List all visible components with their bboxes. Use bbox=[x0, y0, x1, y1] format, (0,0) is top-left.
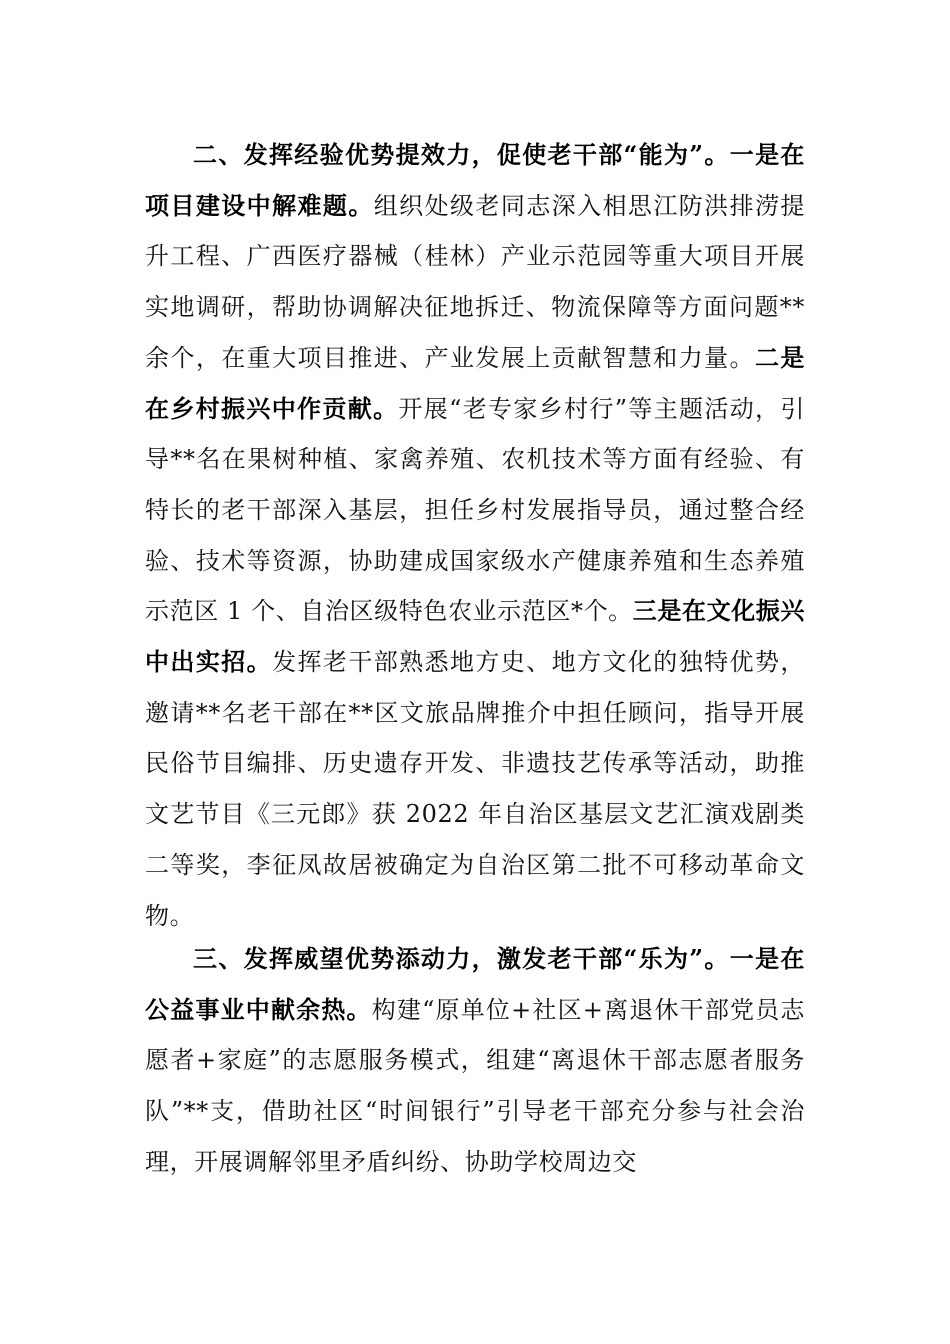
subheading-cultural-revitalization: 三是在文化振兴中出实招。 bbox=[145, 596, 805, 677]
body-text: 构建“原单位+社区+离退休干部党员志愿者+家庭”的志愿服务模式，组建“离退休干部志愿者服务队”**支，借助社区“时间银行”引导老干部充分参与社会治理，开展调解邻里矛盾纠纷、协助学校周边交 bbox=[145, 995, 805, 1176]
paragraph-section-two bbox=[145, 130, 805, 941]
paragraph-section-three bbox=[145, 934, 805, 1188]
subheading-rural-revitalization: 二是在乡村振兴中作贡献。 bbox=[145, 342, 806, 423]
body-text: 组织处级老同志深入相思江防洪排涝提升工程、广西医疗器械（桂林）产业示范园等重大项目开展实地调研，帮助协调解决征地拆迁、物流保障等方面问题**余个，在重大项目推进、产业发展上贡献智慧和力量。 bbox=[145, 191, 805, 372]
body-text: 开展“老专家乡村行”等主题活动，引导**名在果树种植、家禽养殖、农机技术等方面有经验、有特长的老干部深入基层，担任乡村发展指导员，通过整合经验、技术等资源，协助建成国家级水产健康养殖和生态养殖示范区 1 个、自治区级特色农业示范区*个。 bbox=[145, 394, 805, 626]
heading-section-three: 三、发挥威望优势添动力，激发老干部“乐为”。一是在公益事业中献余热。 bbox=[145, 944, 805, 1024]
body-text: 发挥老干部熟悉地方史、地方文化的独特优势，邀请**名老干部在**区文旅品牌推介中担任顾问，指导开展民俗节目编排、历史遗存开发、非遗技艺传承等活动，助推文艺节目《三元郎》获 2022 年自治区基层文艺汇演戏剧类二等奖，李征凤故居被确定为自治区第二批不可移动革命文物。 bbox=[145, 648, 805, 930]
heading-section-two: 二、发挥经验优势提效力，促使老干部“能为”。一是在项目建设中解难题。 bbox=[145, 140, 805, 220]
